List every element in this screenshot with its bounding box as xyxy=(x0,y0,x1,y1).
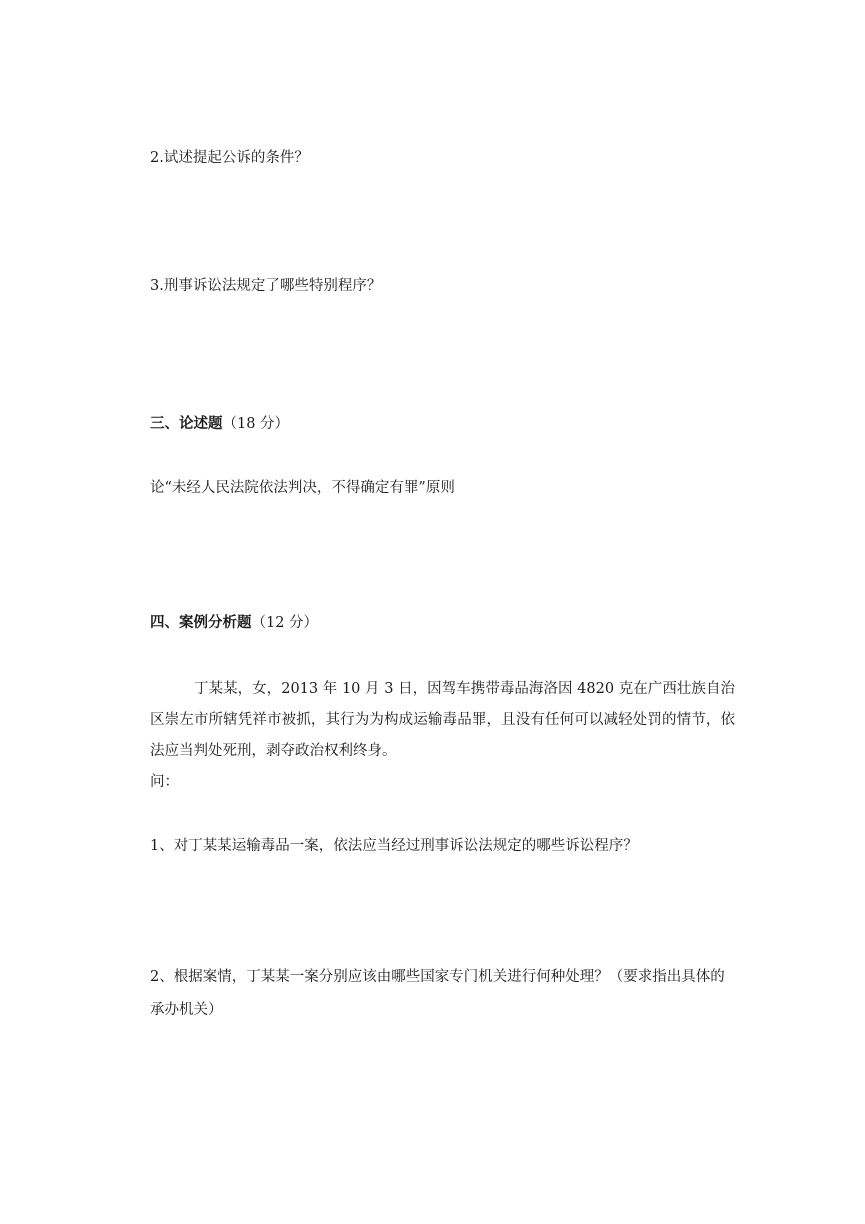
essay-prompt: 论“未经人民法院依法判决，不得确定有罪”原则 xyxy=(150,480,455,496)
question-3: 3.刑事诉讼法规定了哪些特别程序？ xyxy=(150,278,382,294)
case-description: 丁某某，女，2013 年 10 月 3 日，因驾车携带毒品海洛因 4820 克在广西壮族自治区崇左市所辖凭祥市被抓，其行为为构成运输毒品罪，且没有任何可以减轻处罚的情节，依法应当判处死刑，剥夺政治权利终身。 xyxy=(150,681,735,759)
section-3-title: 三、论述题 xyxy=(150,416,223,432)
question-2: 2.试述提起公诉的条件？ xyxy=(150,150,309,166)
section-3-heading xyxy=(150,414,289,434)
section-4-score: （12 分） xyxy=(251,615,319,631)
section-4-title: 四、案例分析题 xyxy=(150,615,252,631)
case-question-1: 1、对丁某某运输毒品一案，依法应当经过刑事诉讼法规定的哪些诉讼程序？ xyxy=(150,838,638,854)
case-question-2: 2、根据案情，丁某某一案分别应该由哪些国家专门机关进行何种处理？（要求指出具体的承办机关） xyxy=(150,969,725,1018)
section-4-heading xyxy=(150,613,318,633)
question-prompt: 问： xyxy=(150,774,179,790)
section-3-score: （18 分） xyxy=(222,416,290,432)
